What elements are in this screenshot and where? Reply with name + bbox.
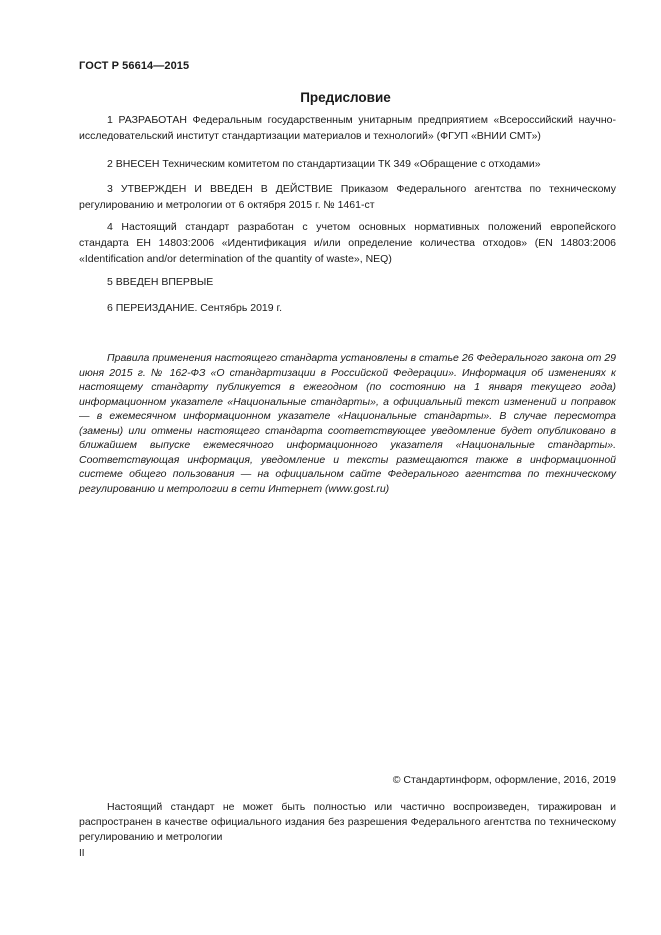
foreword-item-5: 5 ВВЕДЕН ВПЕРВЫЕ: [107, 276, 214, 288]
copyright-line: © Стандартинформ, оформление, 2016, 2019: [392, 774, 616, 786]
foreword-item-1: 1 РАЗРАБОТАН Федеральным государственным унитарным предприятием «Всероссийский научно-исследовательский институт стандартизации материалов и технологий» (ФГУП «ВНИИ СМТ»): [79, 114, 616, 142]
foreword-item-3: 3 УТВЕРЖДЕН И ВВЕДЕН В ДЕЙСТВИЕ Приказом Федерального агентства по техническому регулированию и метрологии от 6 октября 2015 г. № 1461-ст: [79, 183, 616, 211]
rules-note: Правила применения настоящего стандарта установлены в статье 26 Федерального закона от 29 июня 2015 г. № 162-ФЗ «О стандартизации в Российской Федерации». Информация об изменениях к настоящему стандарту публикуется в ежегодном (по состоянию на 1 января текущего года) информационном указателе «Национальные стандарты», а официальный текст изменений и поправок — в ежемесячном информационном указателе «Национальные стандарты». В случае пересмотра (замены) или отмены настоящего стандарта соответствующее уведомление будет опубликовано в ближайшем выпуске ежемесячного информационного указателя «Национальные стандарты». Соответствующая информация, уведомление и тексты размещаются также в информационной системе общего пользования — на официальном сайте Федерального агентства по техническому регулированию и метрологии в сети Интернет (www.gost.ru): [79, 352, 616, 495]
foreword-title: Предисловие: [300, 90, 391, 105]
document-code: ГОСТ Р 56614—2015: [79, 60, 190, 72]
page-number: II: [79, 848, 85, 859]
reproduction-notice: Настоящий стандарт не может быть полностью или частично воспроизведен, тиражирован и распространен в качестве официального издания без разрешения Федерального агентства по техническому регулированию и метрологии: [79, 801, 616, 843]
foreword-item-2: 2 ВНЕСЕН Техническим комитетом по стандартизации ТК 349 «Обращение с отходами»: [107, 158, 541, 170]
foreword-item-4: 4 Настоящий стандарт разработан с учетом основных нормативных положений европейского стандарта ЕН 14803:2006 «Идентификация и/или определение количества отходов» (EN 14803:2006 «Identification and/or determination of the quantity of waste», NEQ): [79, 221, 616, 265]
foreword-item-6: 6 ПЕРЕИЗДАНИЕ. Сентябрь 2019 г.: [107, 302, 282, 314]
